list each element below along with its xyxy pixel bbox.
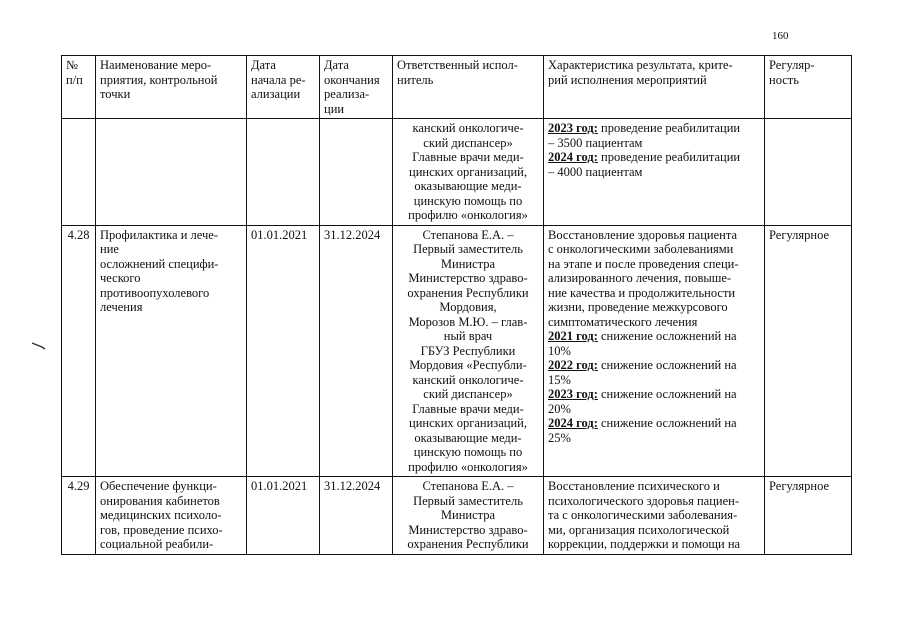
cell-line: социальной реабили- [100,537,214,551]
result-line [548,329,760,344]
cell-line: профилю «онкология» [408,208,528,222]
result-text: снижение осложнений на [597,416,737,430]
header-line: № [66,58,78,72]
result-line [548,373,760,388]
result-line [548,271,760,286]
cell-responsible [393,119,544,226]
result-text: Восстановление здоровья пациента [548,227,737,242]
cell-line: цинских организаций, [409,164,527,179]
result-text: снижение осложнений на [597,329,737,343]
result-line [548,300,760,315]
header-line: начала ре- [251,72,306,87]
cell-result [544,225,765,477]
result-text: 20% [548,401,571,416]
header-responsible [393,56,544,119]
cell-line: Мордовия, [439,300,497,314]
result-line [548,344,760,359]
result-line [548,228,760,243]
result-line [548,508,760,523]
result-text: 10% [548,343,571,358]
cell-name [96,477,247,555]
table-row [62,477,852,555]
result-text: симптоматического лечения [548,314,698,329]
header-line: точки [100,87,131,101]
result-line [548,416,760,431]
result-line [548,479,760,494]
result-text: та с онкологическими заболевания- [548,508,738,522]
cell-line: осложнений специфи- [100,256,219,271]
header-line: Дата [251,58,276,72]
cell-line: цинскую помощь по [413,445,523,459]
result-text: психологического здоровья пациен- [548,493,739,508]
cell-line: медицинских психоло- [100,508,222,522]
result-text: коррекции, поддержки и помощи на [548,537,741,551]
table-body [62,119,852,555]
cell-line: канский онкологиче- [412,121,524,135]
cell-name [96,225,247,477]
result-text: – 3500 пациентам [548,135,643,150]
result-line [548,523,760,538]
cell-line: Степанова Е.А. – [422,227,514,242]
result-text: снижение осложнений на [597,358,737,372]
result-line [548,358,760,373]
header-line: ность [769,72,799,87]
table-row [62,225,852,477]
cell-num: 4.28 [62,225,96,477]
cell-responsible [393,477,544,555]
cell-line: Министра [440,256,496,271]
result-line [548,136,760,151]
cell-regularity: Регулярное [765,225,852,477]
cell-line: Степанова Е.А. – [422,479,514,493]
result-year: 2021 год: [548,329,598,343]
result-text: жизни, проведение межкурсового [548,300,728,314]
result-text: с онкологическими заболеваниями [548,242,734,256]
cell-line: лечения [100,300,143,314]
header-start-date [247,56,320,119]
cell-line: ческого [100,271,141,285]
header-result [544,56,765,119]
result-text: ми, организация психологической [548,522,730,537]
cell-responsible [393,225,544,477]
cell-start-date: 01.01.2021 [247,477,320,555]
cell-line: оказывающие меди- [414,179,522,193]
result-line [548,165,760,180]
result-text: ние качества и продолжительности [548,285,736,300]
cell-regularity [765,119,852,226]
cell-start-date: 01.01.2021 [247,225,320,477]
header-line: нитель [397,72,434,87]
result-year: 2024 год: [548,416,598,430]
header-regularity [765,56,852,119]
result-text: 15% [548,372,571,387]
cell-result [544,477,765,555]
cell-line: Министерство здраво- [408,522,528,537]
cell-line: ский диспансер» [423,135,513,150]
cell-end-date [320,119,393,226]
cell-result [544,119,765,226]
result-line [548,242,760,257]
cell-line: онирования кабинетов [100,493,220,508]
cell-num: 4.29 [62,477,96,555]
cell-line: ГБУЗ Республики [420,343,516,358]
cell-line: Мордовия «Республи- [409,358,527,372]
cell-regularity: Регулярное [765,477,852,555]
cell-line: Главные врачи меди- [412,150,524,164]
activities-table [61,55,852,555]
result-year: 2024 год: [548,150,598,164]
result-text: 25% [548,430,571,445]
header-line: приятия, контрольной [100,72,218,87]
result-text: Восстановление психического и [548,479,720,493]
table-row [62,119,852,226]
cell-start-date [247,119,320,226]
header-line: рий исполнения мероприятий [548,72,707,87]
cell-line: Первый заместитель [413,493,523,508]
cell-line: канский онкологиче- [412,372,524,387]
header-line: окончания [324,72,380,87]
header-line: Регуляр- [769,58,815,72]
scan-mark-icon [32,342,46,350]
result-year: 2023 год: [548,387,598,401]
cell-line: Профилактика и лече- [100,227,219,242]
cell-end-date: 31.12.2024 [320,477,393,555]
result-text: снижение осложнений на [597,387,737,401]
result-text: проведение реабилитации [597,121,741,135]
result-text: – 4000 пациентам [548,164,643,179]
header-line: Ответственный испол- [397,58,518,72]
cell-line: оказывающие меди- [414,430,522,445]
result-line [548,402,760,417]
cell-line: Министерство здраво- [408,271,528,285]
cell-line: Первый заместитель [413,242,523,256]
result-text: на этапе и после проведения специ- [548,256,739,271]
result-line [548,150,760,165]
cell-line: профилю «онкология» [408,459,528,474]
result-line [548,537,760,552]
cell-name [96,119,247,226]
header-line: ализации [251,87,301,101]
result-line [548,315,760,330]
result-line [548,494,760,509]
cell-end-date: 31.12.2024 [320,225,393,477]
cell-line: противоопухолевого [100,285,210,300]
cell-line: ние [100,242,119,256]
header-line: Характеристика результата, крите- [548,58,733,72]
result-line [548,431,760,446]
header-end-date [320,56,393,119]
cell-line: ный врач [443,329,493,343]
header-line: ции [324,101,345,116]
page-number: 160 [772,30,789,42]
header-line: реализа- [324,87,370,101]
cell-line: охранения Республики [407,537,529,551]
table-header-row [62,56,852,119]
cell-line: Морозов М.Ю. – глав- [408,314,528,329]
cell-line: цинскую помощь по [413,193,523,208]
result-year: 2023 год: [548,121,598,135]
header-line: Дата [324,58,349,72]
result-text: ализированного лечения, повыше- [548,271,732,285]
cell-line: цинских организаций, [409,416,527,430]
header-line: п/п [66,72,83,87]
result-year: 2022 год: [548,358,598,372]
result-line [548,257,760,272]
cell-line: охранения Республики [407,285,529,300]
cell-line: гов, проведение психо- [100,522,223,537]
cell-line: Министра [440,508,496,522]
cell-line: Главные врачи меди- [412,401,524,416]
result-line [548,121,760,136]
cell-num [62,119,96,226]
result-text: проведение реабилитации [597,150,741,164]
result-line [548,286,760,301]
cell-line: ский диспансер» [423,387,513,401]
cell-line: Обеспечение функци- [100,479,217,493]
result-line [548,387,760,402]
header-num [62,56,96,119]
header-name [96,56,247,119]
header-line: Наименование меро- [100,58,212,72]
